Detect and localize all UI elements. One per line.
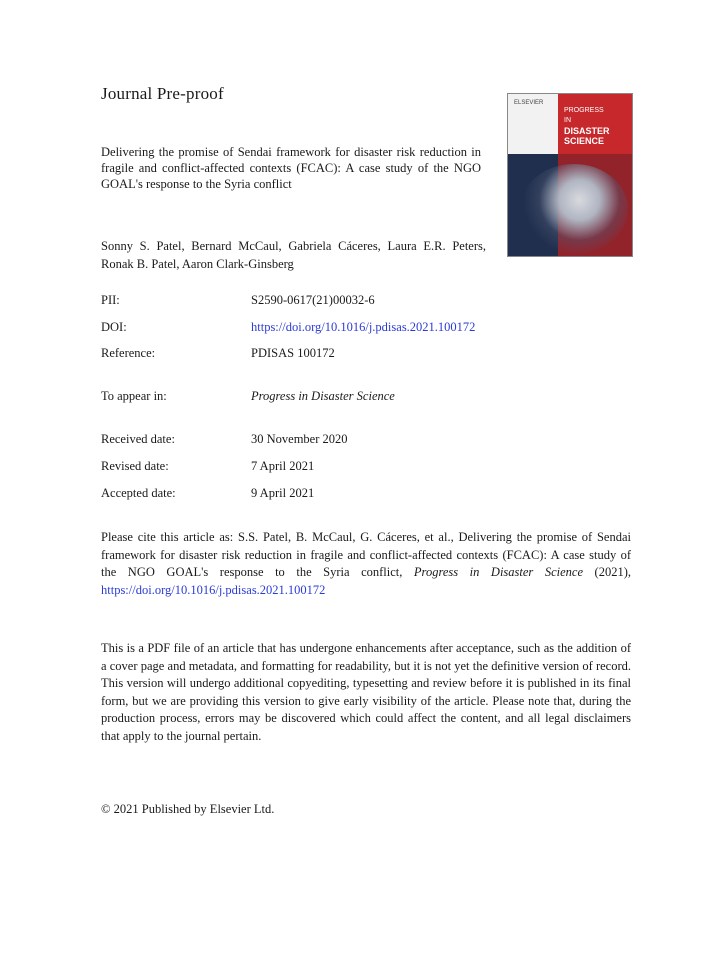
cover-journal-line: DISASTER [564,126,610,136]
revised-label: Revised date: [101,459,169,473]
received-value: 30 November 2020 [251,432,348,446]
doi-link[interactable]: https://doi.org/10.1016/j.pdisas.2021.100172 [251,320,476,334]
disclaimer-paragraph: This is a PDF file of an article that has undergone enhancements after acceptance, such as the addition of a cover page and metadata, and formatting for readability, but it is not yet the definitive version of record. This version will undergo additional copyediting, typesetting and review before it is published in its final form, but we are providing this version to give early visibility of the article. Please note that, during the production process, errors may be discovered which could affect the content, and all legal disclaimers that apply to the journal pertain. [101,641,631,743]
citation-doi-link[interactable]: https://doi.org/10.1016/j.pdisas.2021.100172 [101,582,326,597]
doi-label: DOI: [101,320,127,334]
appear-journal: Progress in Disaster Science [251,389,395,403]
citation-journal: Progress in Disaster Science [413,565,584,579]
accepted-value: 9 April 2021 [251,486,315,500]
cover-journal-line: SCIENCE [564,136,605,146]
elsevier-logo: ELSEVIER [514,100,544,106]
reference-value: PDISAS 100172 [251,346,335,360]
accepted-label: Accepted date: [101,486,176,500]
pii-label: PII: [101,293,120,307]
received-label: Received date: [101,432,175,446]
cover-journal-line: IN [564,117,571,124]
copyright-notice: © 2021 Published by Elsevier Ltd. [101,802,275,816]
revised-value: 7 April 2021 [251,459,315,473]
citation-year: (2021), [583,565,632,579]
reference-label: Reference: [101,346,156,360]
cover-journal-line: PROGRESS [564,107,604,114]
cover-logo-area [508,94,558,154]
appear-label: To appear in: [101,389,167,403]
citation-text: Please cite this article as: S.S. Patel, B. McCaul, G. Cáceres, et al., Delivering the promise of Sendai framework for disaster risk reduction in fragile and conflict-affected contexts (FCAC): A case study of the NGO GOAL's response to the Syria conflict, [101,530,631,579]
pii-value: S2590-0617(21)00032-6 [251,293,375,307]
citation-paragraph [101,529,631,599]
cover-journal-name [564,106,610,146]
journal-cover-image [507,93,633,257]
globe-graphic [520,164,628,254]
article-title: Delivering the promise of Sendai framework for disaster risk reduction in fragile and conflict-affected contexts (FCAC): A case study of the NGO GOAL's response to the Syria conflict [101,145,481,191]
journal-preproof-header: Journal Pre-proof [101,84,224,103]
author-list: Sonny S. Patel, Bernard McCaul, Gabriela Cáceres, Laura E.R. Peters, Ronak B. Patel, Aaron Clark-Ginsberg [101,239,486,271]
